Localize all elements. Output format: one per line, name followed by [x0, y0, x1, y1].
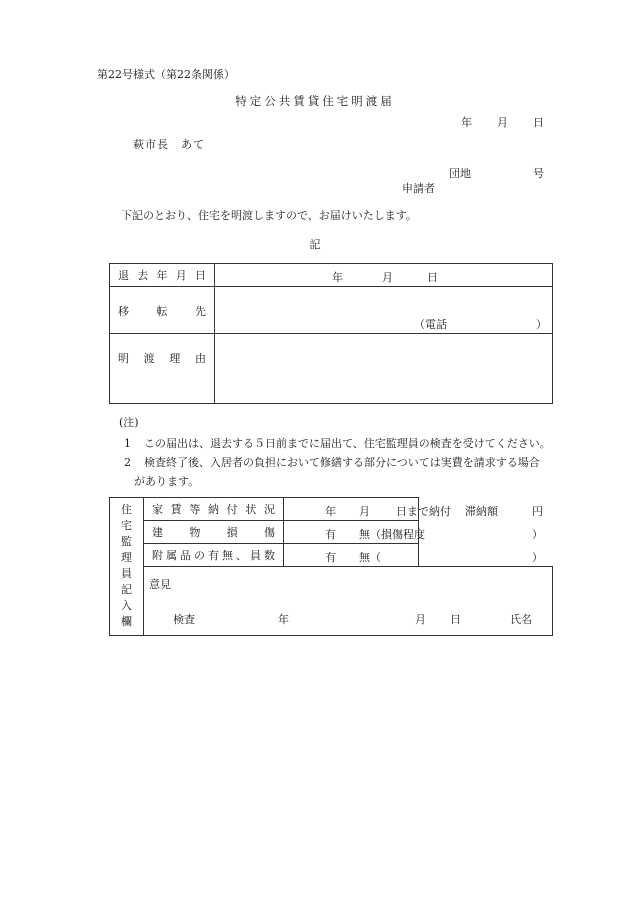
vacate-reason-label: 明渡理由 — [110, 334, 215, 404]
rent-status-row — [110, 498, 553, 521]
note-2-number: 2 — [124, 456, 131, 469]
date-day-label: 日 — [533, 116, 544, 129]
move-out-day-label: 日 — [427, 271, 438, 284]
phone-close: ） — [536, 318, 547, 331]
inspector-side-label: 住 宅 監 理 員 記 入 欄 — [110, 498, 144, 636]
danchi-label: 団地 — [449, 167, 471, 180]
building-damage-field[interactable] — [284, 521, 543, 544]
inspection-date-name-field[interactable] — [415, 567, 553, 636]
move-out-date-row — [110, 264, 553, 287]
phone-label: （電話 — [414, 318, 447, 331]
building-damage-label: 建物損傷 — [144, 521, 284, 544]
note-2-text: 検査終了後、入居者の負担において修繕する部分については実費を請求する場合 — [144, 456, 540, 469]
note-1-number: 1 — [124, 437, 131, 450]
vacate-reason-row — [110, 334, 553, 404]
rent-month-label: 月 — [359, 505, 370, 518]
rent-status-field[interactable] — [284, 498, 543, 521]
move-out-date-label: 退去年月日 — [110, 264, 215, 287]
fixtures-field[interactable] — [284, 544, 543, 567]
fixtures-label: 附属品の有無、員数 — [144, 544, 284, 567]
damage-yes-label[interactable]: 有 — [325, 528, 336, 541]
fixtures-row — [110, 544, 553, 567]
notes-heading: (注) — [119, 416, 139, 429]
addressee: 萩市長 あて — [133, 138, 205, 151]
ki-heading: 記 — [309, 238, 321, 251]
opinion-row — [110, 567, 553, 636]
vacate-reason-field[interactable] — [215, 334, 553, 404]
date-year-label: 年 — [461, 116, 472, 129]
move-out-date-field[interactable] — [215, 264, 553, 287]
opinion-field[interactable] — [144, 567, 419, 636]
inspection-year-label: 年 — [278, 613, 289, 626]
move-out-year-label: 年 — [332, 271, 343, 284]
applicant-label: 申請者 — [402, 182, 435, 195]
inspection-label: 検査 — [173, 613, 195, 626]
arrears-label: 滞納額 — [465, 505, 498, 518]
fixtures-no-label[interactable]: 無（ — [359, 551, 381, 564]
room-number-label: 号 — [533, 167, 544, 180]
note-1-text: この届出は、退去する５日前までに届出て、住宅監理員の検査を受けてください。 — [144, 437, 551, 450]
note-1 — [124, 435, 551, 451]
intro-text: 下記のとおり、住宅を明渡しますので、お届けいたします。 — [121, 209, 417, 222]
opinion-label: 意見 — [149, 578, 171, 591]
main-table — [109, 263, 553, 404]
note-2-continuation: があります。 — [134, 475, 200, 488]
move-out-month-label: 月 — [382, 271, 393, 284]
form-number: 第22号様式（第22条関係） — [97, 68, 235, 81]
fixtures-yes-label[interactable]: 有 — [325, 551, 336, 564]
yen-label: 円 — [532, 505, 543, 518]
rent-status-label: 家賃等納付状況 — [144, 498, 284, 521]
inspection-day-label: 日 — [450, 613, 461, 626]
note-2 — [124, 454, 540, 470]
date-month-label: 月 — [497, 116, 508, 129]
inspector-table — [109, 497, 553, 636]
fixtures-close: ） — [532, 551, 543, 564]
building-damage-row — [110, 521, 553, 544]
rent-year-label: 年 — [325, 505, 336, 518]
damage-close: ） — [532, 528, 543, 541]
relocation-label: 移転先 — [110, 287, 215, 334]
damage-no-label[interactable]: 無（損傷程度 — [359, 528, 425, 541]
rent-paid-until-label: 日まで納付 — [396, 505, 451, 518]
relocation-row — [110, 287, 553, 334]
inspector-name-label: 氏名 — [510, 613, 532, 626]
inspection-month-label: 月 — [415, 613, 426, 626]
relocation-field[interactable] — [215, 287, 553, 334]
document-title: 特定公共賃貸住宅明渡届 — [235, 94, 395, 108]
